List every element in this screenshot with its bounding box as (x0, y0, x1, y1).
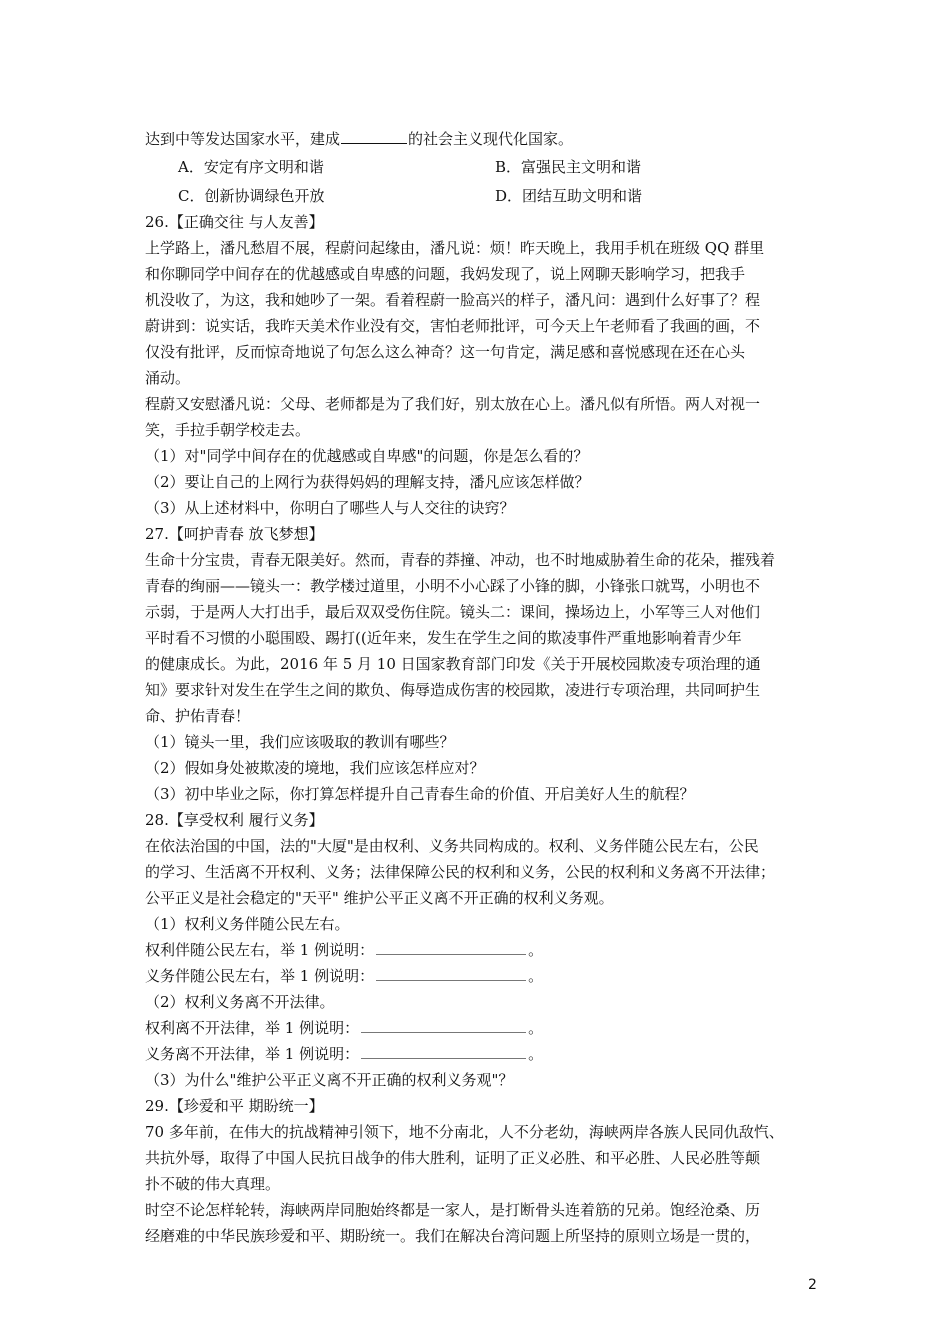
q28-question-2: （2）权利义务离不开法律。 (145, 993, 335, 1011)
q28-question-3: （3）为什么"维护公平正义离不开正确的权利义务观"？ (145, 1071, 514, 1089)
q27-material-line: 青春的绚丽——镜头一：教学楼过道里，小明不小心踩了小锋的脚，小锋张口就骂，小明也不 (145, 577, 761, 595)
q28-heading: 28.【享受权利 履行义务】 (145, 811, 324, 829)
answer-blank[interactable] (361, 1044, 526, 1059)
q27-material-line: 生命十分宝贵，青春无限美好。然而，青春的莽撞、冲动，也不时地威胁着生命的花朵，摧残着 (145, 551, 776, 569)
q27-question-3: （3）初中毕业之际，你打算怎样提升自己青春生命的价值、开启美好人生的航程？ (145, 785, 695, 803)
q27-material-line: 知》要求针对发生在学生之间的欺负、侮辱造成伤害的校园欺，凌进行专项治理，共同呵护生 (145, 681, 761, 699)
q28-material-line: 的学习、生活离不开权利、义务；法律保障公民的权利和义务，公民的权利和义务离不开法律； (145, 863, 776, 881)
q25-stem: 达到中等发达国家水平，建成 的社会主义现代化国家。 (145, 130, 574, 148)
q27-material-line: 命、护佑青春！ (145, 707, 251, 725)
q26-material-line: 上学路上，潘凡愁眉不展，程蔚问起缘由，潘凡说：烦！昨天晚上，我用手机在班级 QQ 群里 (145, 239, 765, 257)
q26-question-3: （3）从上述材料中，你明白了哪些人与人交往的诀窍？ (145, 499, 515, 517)
q28-fill-3: 权利离不开法律，举 1 例说明： 。 (145, 1019, 544, 1037)
q26-material-line: 机没收了，为这，我和她吵了一架。看着程蔚一脸高兴的样子，潘凡问：遇到什么好事了？程 (145, 291, 761, 309)
q26-material-line: 程蔚又安慰潘凡说：父母、老师都是为了我们好，别太放在心上。潘凡似有所悟。两人对视一 (145, 395, 761, 413)
q27-question-2: （2）假如身处被欺凌的境地，我们应该怎样应对？ (145, 759, 485, 777)
q27-material-line: 平时看不习惯的小聪围殴、踢打((近年来，发生在学生之间的欺凌事件严重地影响着青少年 (145, 629, 742, 647)
q27-material-line: 示弱，于是两人大打出手，最后双双受伤住院。镜头二：课间，操场边上，小军等三人对他们 (145, 603, 761, 621)
q29-material-line: 共抗外辱，取得了中国人民抗日战争的伟大胜利，证明了正义必胜、和平必胜、人民必胜等颠 (145, 1149, 761, 1167)
answer-blank[interactable] (361, 1018, 526, 1033)
q25-option-b: B．富强民主文明和谐 (495, 158, 642, 176)
q25-option-c: C．创新协调绿色开放 (178, 187, 325, 205)
q28-material-line: 公平正义是社会稳定的"天平" 维护公平正义离不开正确的权利义务观。 (145, 889, 614, 907)
q28-fill-1: 权利伴随公民左右，举 1 例说明： 。 (145, 941, 544, 959)
answer-blank[interactable] (376, 966, 526, 981)
q26-material-line: 笑，手拉手朝学校走去。 (145, 421, 311, 439)
q29-material-line: 经磨难的中华民族珍爱和平、期盼统一。我们在解决台湾问题上所坚持的原则立场是一贯的， (145, 1227, 761, 1245)
q26-question-1: （1）对"同学中间存在的优越感或自卑感"的问题，你是怎么看的？ (145, 447, 589, 465)
answer-blank[interactable] (376, 940, 526, 955)
q28-material-line: 在依法治国的中国，法的"大厦"是由权利、义务共同构成的。权利、义务伴随公民左右，公民 (145, 837, 759, 855)
page-number: 2 (808, 1277, 817, 1293)
q26-question-2: （2）要让自己的上网行为获得妈妈的理解支持，潘凡应该怎样做？ (145, 473, 590, 491)
q27-material-line: 的健康成长。为此，2016 年 5 月 10 日国家教育部门印发《关于开展校园欺凌专项治理的通 (145, 655, 761, 673)
q27-heading: 27.【呵护青春 放飞梦想】 (145, 525, 324, 543)
q25-option-a: A．安定有序文明和谐 (178, 158, 324, 176)
q29-material-line: 70 多年前，在伟大的抗战精神引领下，地不分南北，人不分老幼，海峡两岸各族人民同仇敌忾、 (145, 1123, 784, 1141)
q26-material-line: 涌动。 (145, 369, 191, 387)
q26-heading: 26.【正确交往 与人友善】 (145, 213, 324, 231)
q29-material-line: 时空不论怎样轮转，海峡两岸同胞始终都是一家人，是打断骨头连着筋的兄弟。饱经沧桑、历 (145, 1201, 761, 1219)
q25-blank (341, 128, 407, 144)
q28-fill-4: 义务离不开法律，举 1 例说明： 。 (145, 1045, 544, 1063)
q27-question-1: （1）镜头一里，我们应该吸取的教训有哪些？ (145, 733, 455, 751)
q29-heading: 29.【珍爱和平 期盼统一】 (145, 1097, 324, 1115)
q25-option-d: D．团结互助文明和谐 (495, 187, 643, 205)
q28-fill-2: 义务伴随公民左右，举 1 例说明： 。 (145, 967, 544, 985)
q26-material-line: 和你聊同学中间存在的优越感或自卑感的问题，我妈发现了，说上网聊天影响学习，把我手 (145, 265, 746, 283)
q26-material-line: 蔚讲到：说实话，我昨天美术作业没有交，害怕老师批评，可今天上午老师看了我画的画，不 (145, 317, 761, 335)
q28-question-1: （1）权利义务伴随公民左右。 (145, 915, 350, 933)
q29-material-line: 扑不破的伟大真理。 (145, 1175, 281, 1193)
q26-material-line: 仅没有批评，反而惊奇地说了句怎么这么神奇？这一句肯定，满足感和喜悦感现在还在心头 (145, 343, 746, 361)
